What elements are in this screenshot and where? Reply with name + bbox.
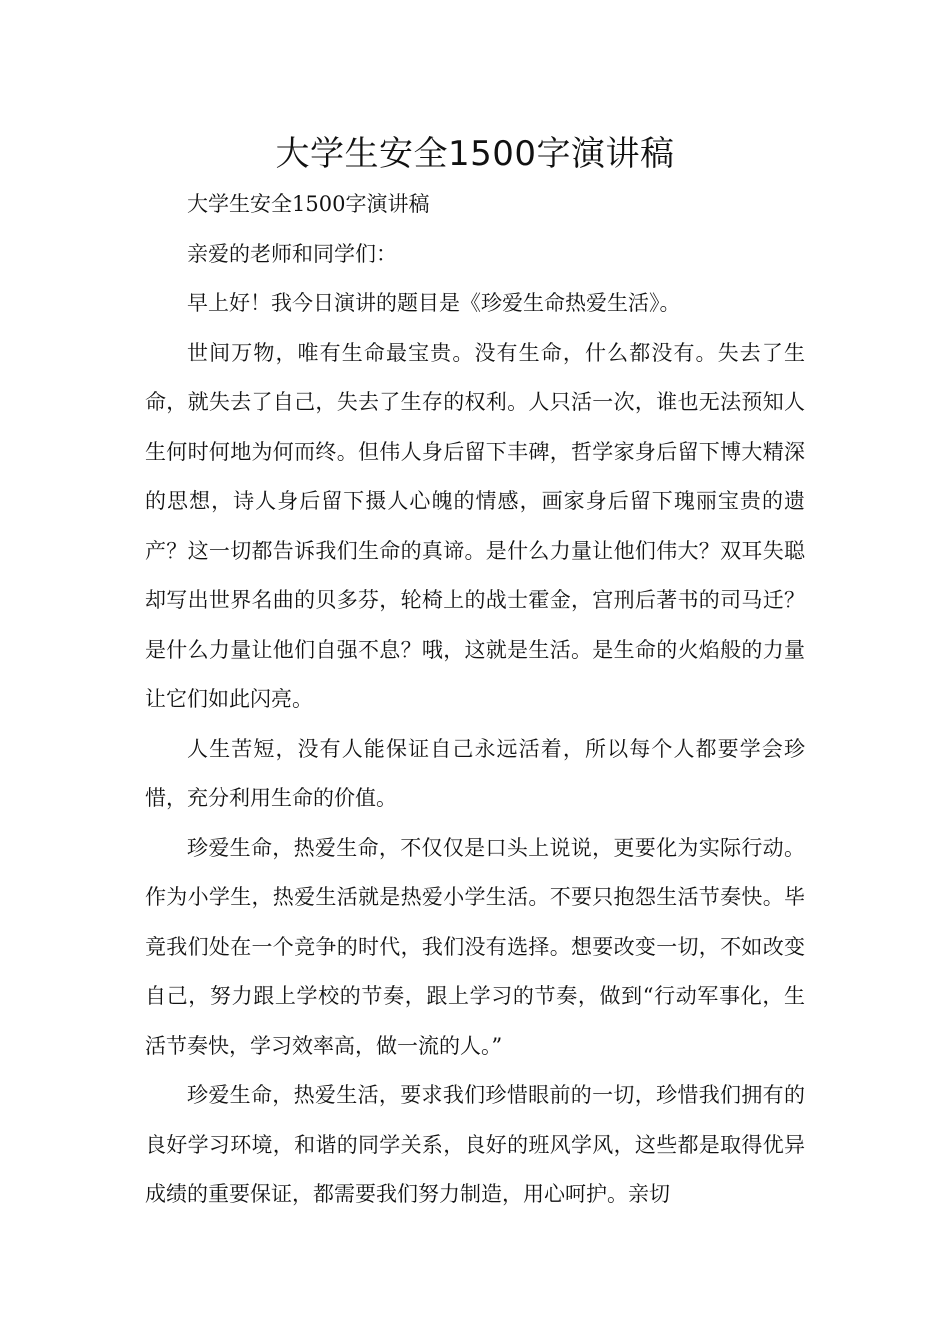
paragraph-body-3: 珍爱生命，热爱生命，不仅仅是口头上说说，更要化为实际行动。作为小学生，热爱生活就是热爱小学生活。不要只抱怨生活节奏快。毕竟我们处在一个竞争的时代，我们没有选择。想要改变一切，不如改变自己，努力跟上学校的节奏，跟上学习的节奏，做到“行动军事化，生活节奏快，学习效率高，做一流的人。” [145,835,805,1058]
paragraph-greeting: 亲爱的老师和同学们： [187,241,397,266]
document-body [145,180,805,1220]
paragraph-body-4: 珍爱生命，热爱生活，要求我们珍惜眼前的一切，珍惜我们拥有的良好学习环境，和谐的同学关系，良好的班风学风，这些都是取得优异成绩的重要保证，都需要我们努力制造，用心呵护。亲切 [145,1083,805,1206]
paragraph-intro: 早上好！我今日演讲的题目是《珍爱生命热爱生活》。 [187,291,681,315]
paragraph-body-1: 世间万物，唯有生命最宝贵。没有生命，什么都没有。失去了生命，就失去了自己，失去了生存的权利。人只活一次，谁也无法预知人生何时何地为何而终。但伟人身后留下丰碑，哲学家身后留下博大精深的思想，诗人身后留下摄人心魄的情感，画家身后留下瑰丽宝贵的遗产？这一切都告诉我们生命的真谛。是什么力量让他们伟大？双耳失聪却写出世界名曲的贝多芬，轮椅上的战士霍金，宫刑后著书的司马迁？是什么力量让他们自强不息？哦，这就是生活。是生命的火焰般的力量让它们如此闪亮。 [145,340,805,711]
document-title: 大学生安全1500字演讲稿 [275,134,675,174]
paragraph-subtitle: 大学生安全1500字演讲稿 [187,192,430,216]
paragraph-body-2: 人生苦短，没有人能保证自己永远活着，所以每个人都要学会珍惜，充分利用生命的价值。 [145,736,805,810]
